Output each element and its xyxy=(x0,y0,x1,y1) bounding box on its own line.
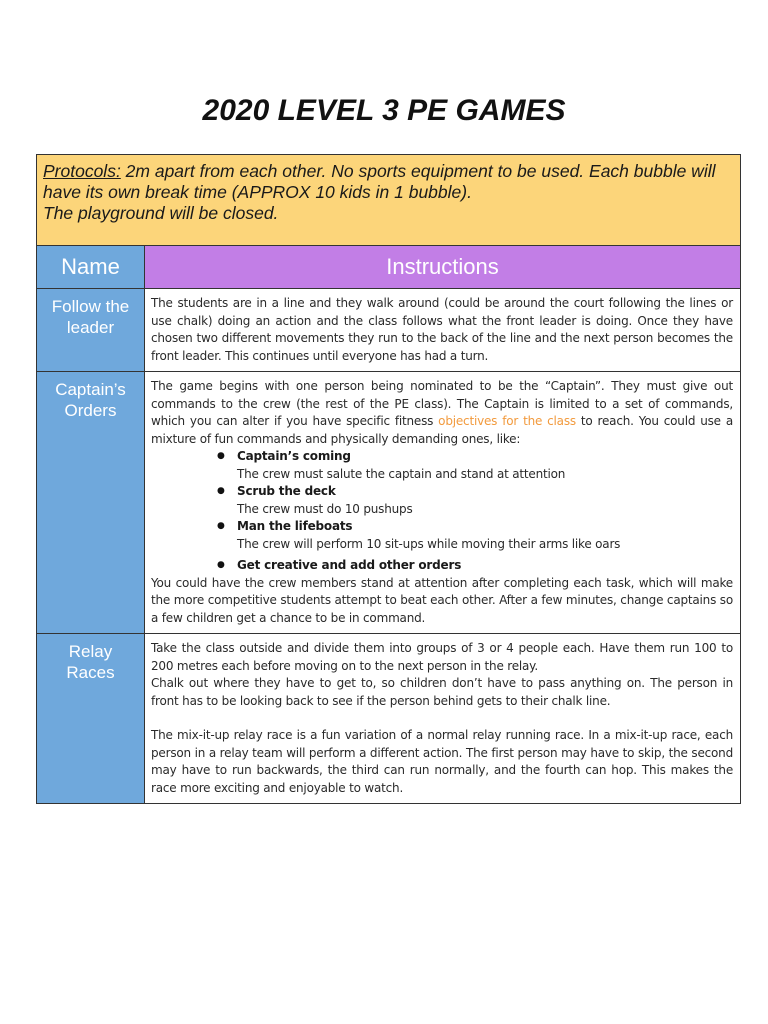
relay-paragraph: Take the class outside and divide them into groups of 3 or 4 people each. Have them run 100 to 200 metres each before moving on to the next person in the relay. xyxy=(151,641,733,673)
order-title: Get creative and add other orders xyxy=(237,558,462,572)
order-description: The crew must do 10 pushups xyxy=(237,501,413,516)
playground-note: The playground will be closed. xyxy=(43,203,279,223)
list-item xyxy=(217,557,733,575)
intro-text: The game begins with one person being nominated to be the “Captain”. They must give out commands to the crew (the rest of the PE class). The Captain is limited to a set of commands, which you can alter if you have specific fitness xyxy=(151,379,733,428)
captain-intro xyxy=(151,378,733,448)
list-item xyxy=(217,483,733,518)
game-name-line: Captain’s xyxy=(55,380,126,399)
fitness-objectives-highlight: objectives for the class xyxy=(438,414,576,428)
game-name-relay-races xyxy=(37,634,145,804)
instruction-text: The students are in a line and they walk around (could be around the court following the lines or use chalk) doing an action and the class follows what the front leader is doing. Once they have chosen two different movements they run to the back of the line and the next person becomes the front leader. This continues until everyone has had a turn. xyxy=(151,296,733,363)
list-item xyxy=(217,518,733,553)
table-row xyxy=(37,634,741,804)
order-title: Captain’s coming xyxy=(237,449,351,463)
relay-paragraph: Chalk out where they have to get to, so children don’t have to pass anything on. The person in front has to be looking back to see if the person behind gets to their chalk line. xyxy=(151,676,733,708)
order-description: The crew will perform 10 sit-ups while moving their arms like oars xyxy=(237,536,621,551)
order-title: Man the lifeboats xyxy=(237,519,353,533)
intro-text-end: to reach. You could use a mixture of fun commands and physically demanding ones, like: xyxy=(151,414,733,446)
relay-paragraph: The mix-it-up relay race is a fun variation of a normal relay running race. In a mix-it-up race, each person in a relay team will perform a different action. The first person may have to skip, the second may have to run backwards, the third can run normally, and the fourth can hop. This makes the race more exciting and enjoyable to watch. xyxy=(151,728,733,795)
game-name-line: Orders xyxy=(64,401,117,420)
game-name-line: Follow the xyxy=(51,297,130,316)
game-name-captains-orders xyxy=(37,372,145,634)
order-description: The crew must salute the captain and stand at attention xyxy=(237,466,566,481)
instructions-column-header: Instructions xyxy=(145,246,741,289)
protocols-cell xyxy=(37,155,741,246)
game-instructions-captains-orders xyxy=(145,372,741,634)
game-instructions-relay-races xyxy=(145,634,741,804)
game-instructions-follow-the-leader xyxy=(145,289,741,372)
table-row xyxy=(37,289,741,372)
header-row xyxy=(37,246,741,289)
orders-list xyxy=(151,448,733,575)
order-title: Scrub the deck xyxy=(237,484,336,498)
game-name-line: Relay xyxy=(68,642,113,661)
game-name-follow-the-leader xyxy=(37,289,145,372)
protocols-row xyxy=(37,155,741,246)
game-name-line: Races xyxy=(66,663,115,682)
games-table xyxy=(36,154,741,804)
name-column-header: Name xyxy=(37,246,145,289)
protocols-text: 2m apart from each other. No sports equipment to be used. Each bubble will have its own break time (APPROX 10 kids in 1 bubble). xyxy=(43,161,716,202)
captain-outro: You could have the crew members stand at attention after completing each task, which will make the more competitive students attempt to beat each other. After a few minutes, change captains so a few children get a chance to be in command. xyxy=(151,575,733,625)
protocols-label: Protocols: xyxy=(43,161,121,181)
list-item xyxy=(217,448,733,483)
game-name-line: leader xyxy=(66,318,115,337)
table-row xyxy=(37,372,741,634)
page-title: 2020 LEVEL 3 PE GAMES xyxy=(202,94,566,127)
